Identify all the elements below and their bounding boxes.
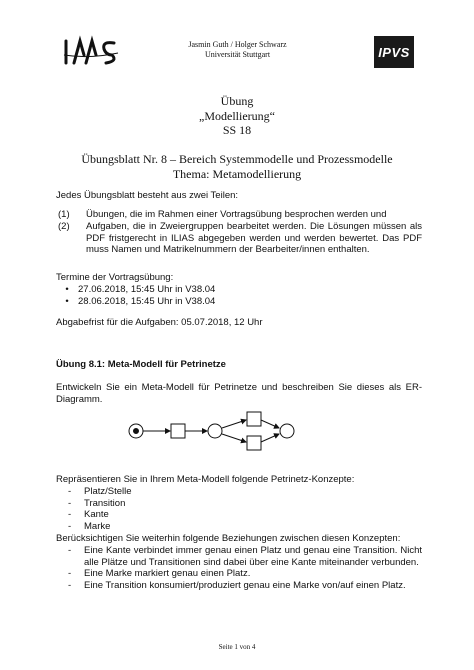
relations-list [56,545,422,592]
termine-item [56,284,422,296]
concept-text: Platz/Stelle [84,485,132,497]
place [208,424,222,438]
token-icon [134,429,139,434]
concept-text: Marke [84,521,111,533]
page-footer: Seite 1 von 4 [218,643,256,651]
university-name: Universität Stuttgart [204,50,271,59]
dash-icon: - [68,568,72,580]
relation-text: Eine Marke markiert genau einen Platz. [84,568,251,580]
title-line-3: SS 18 [222,123,252,137]
abgabefrist-text: Abgabefrist für die Aufgaben: 05.07.2018, 12 Uhr [56,317,263,328]
dash-icon: - [68,485,72,497]
arc [222,420,246,428]
dash-icon: - [68,509,72,521]
parts-item [56,209,422,221]
place-end [280,424,294,438]
termine-item [56,296,422,308]
dash-icon: - [68,521,72,533]
section-title: Übung 8.1: Meta-Modell für Petrinetze [56,359,226,370]
concepts-list [56,486,422,533]
concept-item [56,509,422,521]
termine-list [56,284,422,308]
parts-item-text: Aufgaben, die in Zweiergruppen bearbeitet werden. Die Lösungen müssen als PDF fristgerecht in ILIAS abgegeben werden und werden bewertet. Das PDF muss Namen und Matrikelnummern der Bearbeiter/innen enthalten. [86,220,422,256]
concept-text: Kante [84,509,109,521]
concept-text: Transition [84,497,126,509]
parts-item-number: (1) [58,209,70,220]
iaas-logo [62,35,120,67]
termine-date: 28.06.2018, 15:45 Uhr in V38.04 [78,295,216,307]
relations-label: Berücksichtigen Sie weiterhin folgende Beziehungen zwischen diesen Konzepten: [56,532,401,544]
parts-list [56,209,422,256]
bullet-icon: • [65,283,69,295]
title-line-2: „Modellierung“ [199,108,275,123]
concept-item [56,486,422,498]
dash-icon: - [68,497,72,509]
subtitle-line-1: Übungsblatt Nr. 8 – Bereich Systemmodelle und Prozessmodelle [81,152,393,166]
concept-item [56,521,422,533]
subtitle-line-2: Thema: Metamodellierung [172,166,302,181]
authors-names: Jasmin Guth / Holger Schwarz [188,40,287,49]
relation-item [56,545,422,569]
header-authors [160,40,315,60]
ipvs-logo [374,36,414,68]
termine-date: 27.06.2018, 15:45 Uhr in V38.04 [78,283,216,295]
parts-item-text: Übungen, die im Rahmen einer Vortragsübung besprochen werden und [86,209,387,220]
intro-text: Jedes Übungsblatt besteht aus zwei Teilen: [56,190,239,201]
section-task: Entwickeln Sie ein Meta-Modell für Petrinetze und beschreiben Sie dieses als ER-Diagramm. [56,382,422,405]
title-line-1: Übung [220,94,254,108]
arc [261,434,279,442]
concepts-section [56,474,422,592]
concept-item [56,498,422,510]
document-title [0,94,474,138]
arc [222,434,246,442]
document-subtitle [0,152,474,181]
relation-item [56,568,422,580]
bullet-icon: • [65,295,69,307]
ipvs-logo-text: IPVS [378,44,410,60]
relation-text: Eine Transition konsumiert/produziert genau eine Marke von/auf einen Platz. [84,580,406,592]
arc [261,420,279,428]
parts-item-number: (2) [58,220,70,232]
dash-icon: - [68,544,72,556]
petri-net-diagram [126,409,296,451]
termine-section [56,272,422,307]
transition [247,436,261,450]
termine-label: Termine der Vortragsübung: [56,272,174,283]
parts-item [56,221,422,256]
relation-text: Eine Kante verbindet immer genau einen Platz und genau eine Transition. Nicht alle Plätze und Transitionen sind dabei über eine Kante miteinander verbunden. [84,544,422,568]
relation-item [56,580,422,592]
dash-icon: - [68,580,72,592]
transition [247,412,261,426]
transition [171,424,185,438]
concepts-label: Repräsentieren Sie in Ihrem Meta-Modell folgende Petrinetz-Konzepte: [56,474,355,485]
